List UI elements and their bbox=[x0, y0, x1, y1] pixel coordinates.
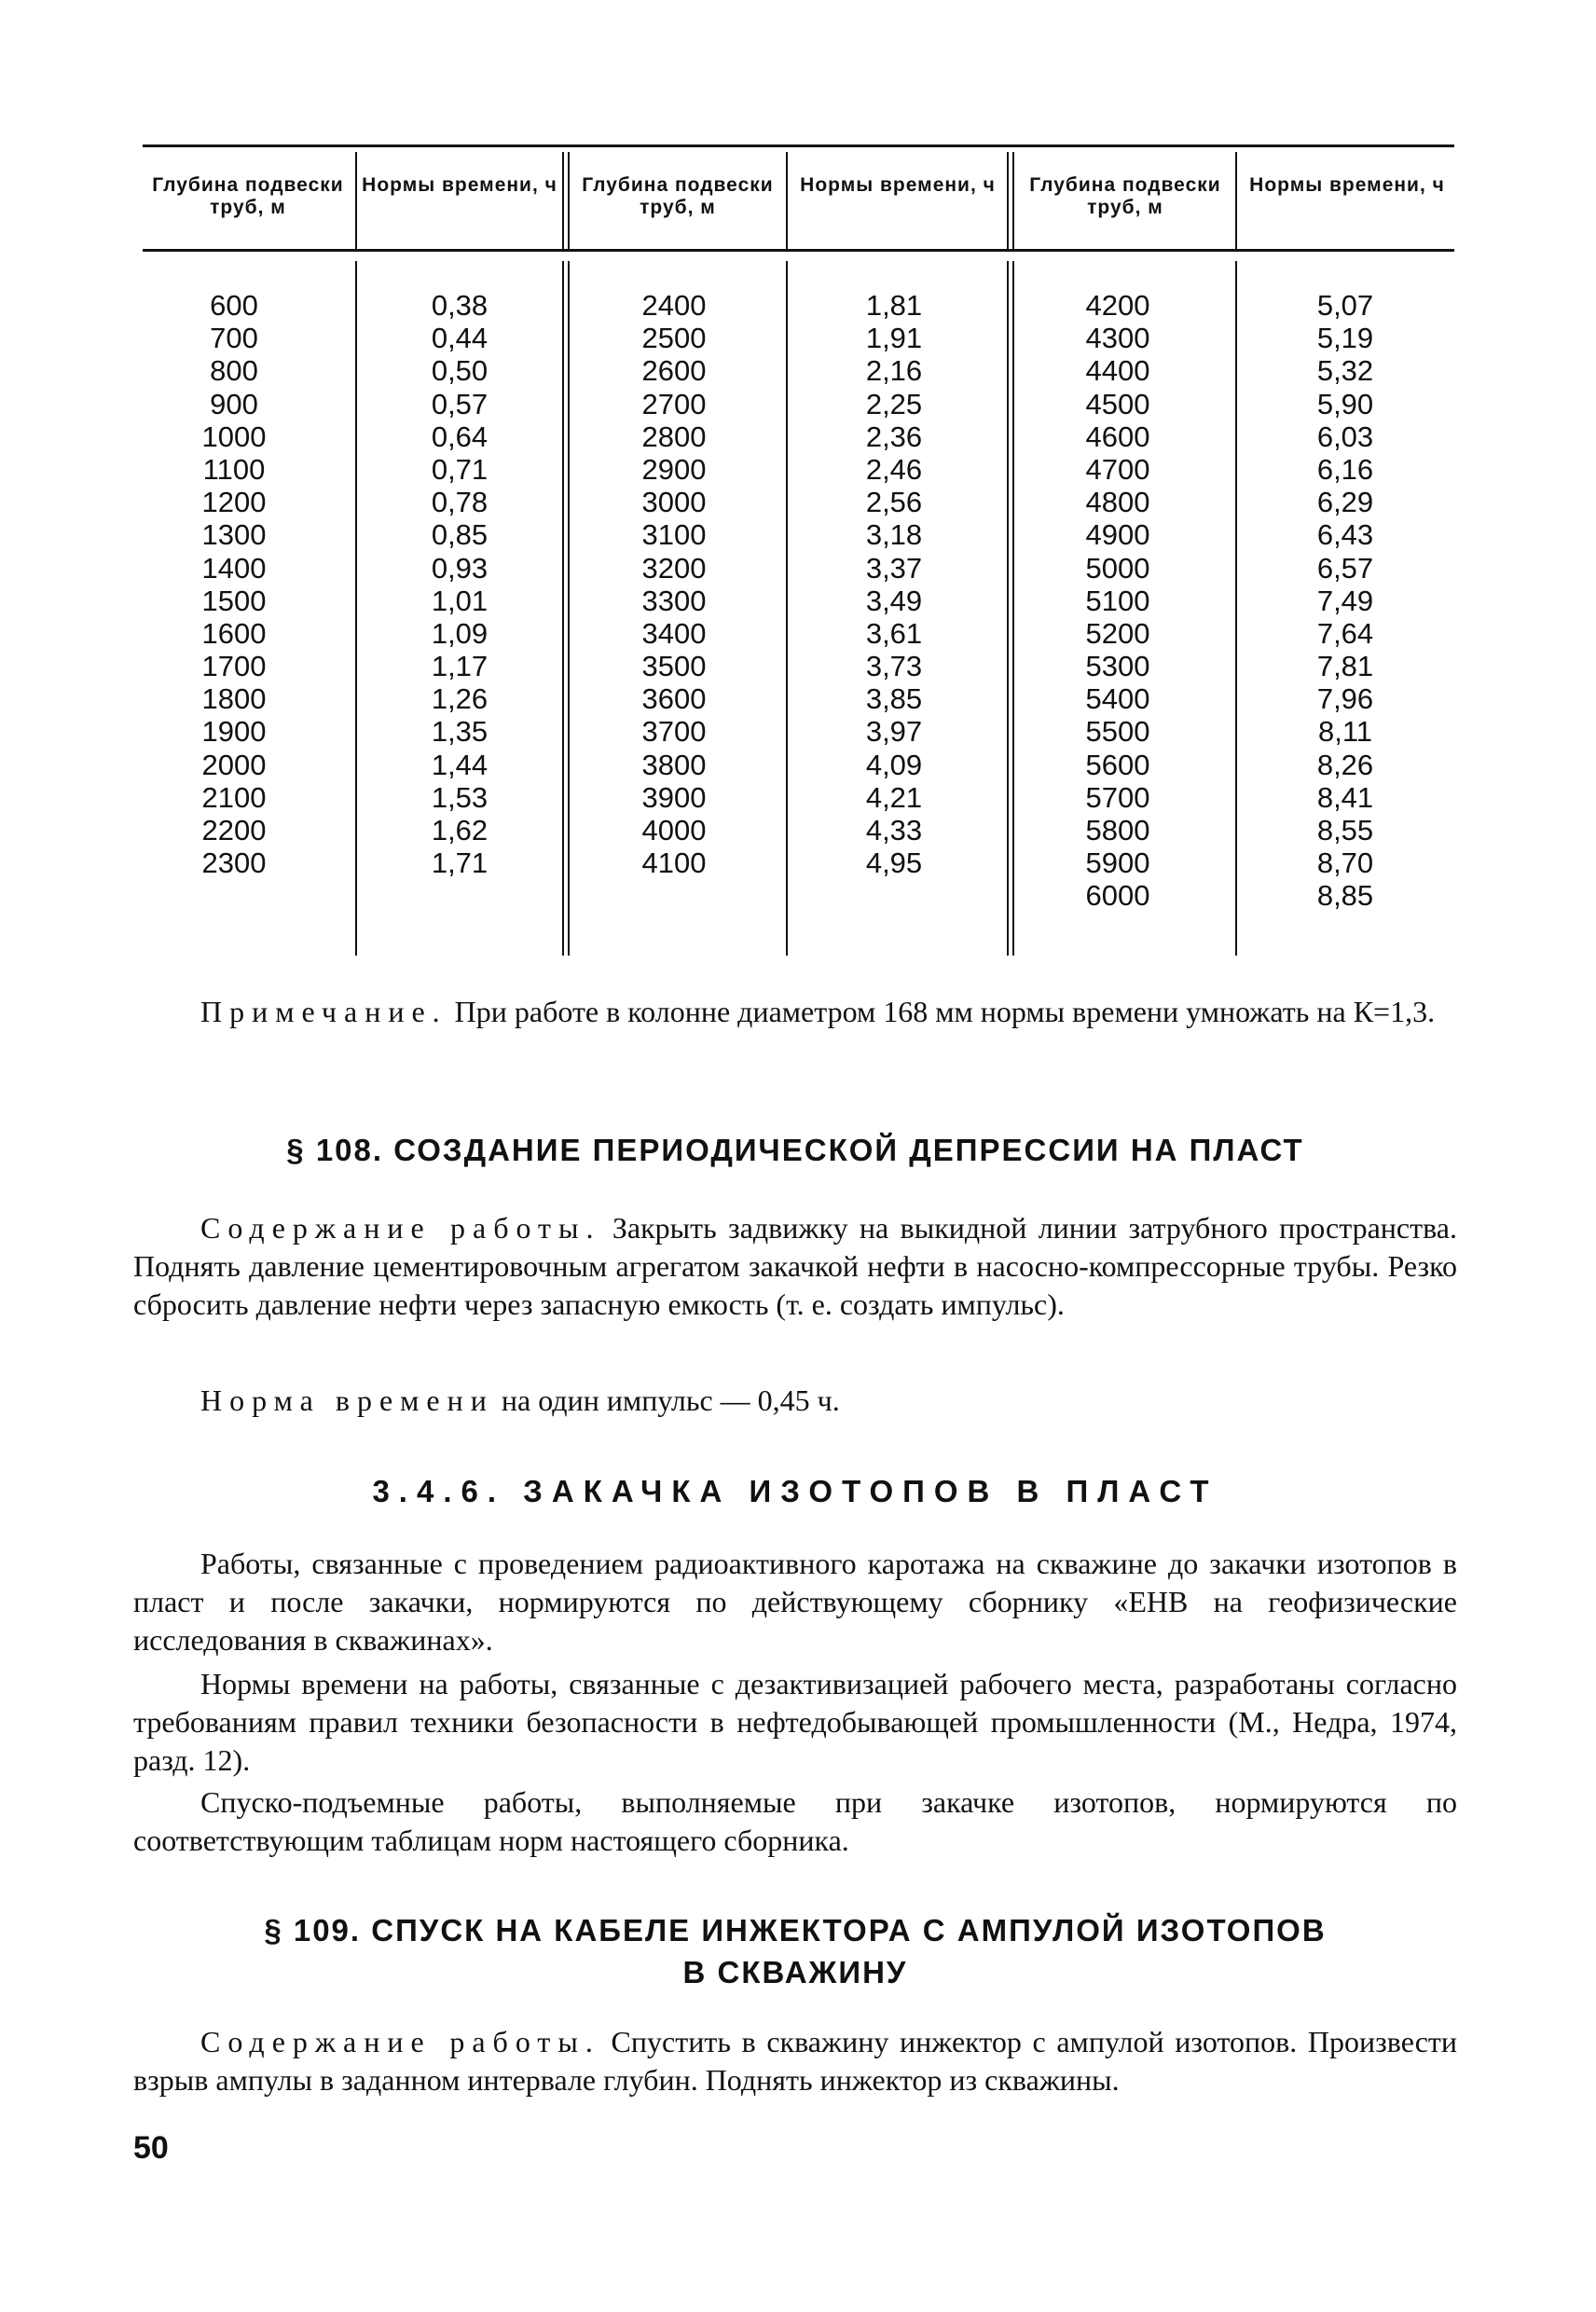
table-cell: 3000 bbox=[641, 486, 707, 519]
table-cell: 1,81 bbox=[865, 289, 923, 322]
body-divider bbox=[786, 261, 788, 956]
table-cell: 4300 bbox=[1085, 322, 1150, 355]
table-cell: 3,97 bbox=[865, 715, 923, 749]
table-cell: 1800 bbox=[201, 682, 267, 716]
table-cell: 0,57 bbox=[431, 387, 488, 420]
table-cell: 7,81 bbox=[1316, 650, 1374, 683]
subchapter-346-heading: 3.4.6. ЗАКАЧКА ИЗОТОПОВ В ПЛАСТ bbox=[372, 1474, 1218, 1508]
section-108-content bbox=[133, 1209, 1457, 1324]
table-cell: 3700 bbox=[641, 715, 707, 749]
content-label: Содержание работы. bbox=[200, 2025, 600, 2058]
table-cell: 3400 bbox=[641, 616, 707, 650]
table-cell: 1100 bbox=[202, 452, 266, 486]
table-cell: 5700 bbox=[1085, 780, 1150, 814]
norm-column-1 bbox=[374, 289, 545, 879]
table-cell: 3200 bbox=[641, 551, 707, 585]
table-cell: 4,33 bbox=[865, 814, 923, 846]
table-cell: 1300 bbox=[201, 518, 267, 552]
section-109-heading-line-1: § 109. СПУСК НА КАБЕЛЕ ИНЖЕКТОРА С АМПУЛОЙ ИЗОТОПОВ bbox=[264, 1913, 1327, 1947]
section-108-heading: § 108. СОЗДАНИЕ ПЕРИОДИЧЕСКОЙ ДЕПРЕССИИ НА ПЛАСТ bbox=[286, 1133, 1304, 1167]
table-cell: 2,36 bbox=[865, 420, 923, 453]
table-cell: 1,35 bbox=[431, 715, 488, 749]
table-cell: 800 bbox=[210, 354, 258, 388]
table-cell: 900 bbox=[210, 387, 258, 420]
table-cell: 5500 bbox=[1085, 715, 1150, 749]
table-cell: 3,85 bbox=[865, 682, 923, 716]
norm-label: Норма времени bbox=[200, 1383, 494, 1417]
table-cell: 0,78 bbox=[431, 486, 488, 519]
header-norm-2: Нормы времени, ч bbox=[800, 174, 996, 196]
section-346-paragraph-3 bbox=[133, 1783, 1457, 1860]
header-norm-3: Нормы времени, ч bbox=[1249, 174, 1445, 196]
table-cell: 2000 bbox=[201, 748, 267, 781]
table-cell: 3900 bbox=[641, 780, 707, 814]
table-cell: 1700 bbox=[201, 650, 267, 683]
table-cell: 8,70 bbox=[1316, 846, 1374, 880]
table-cell: 8,55 bbox=[1316, 814, 1374, 846]
table-cell: 1,62 bbox=[431, 814, 488, 846]
table-cell: 7,49 bbox=[1316, 584, 1374, 617]
table-cell: 0,50 bbox=[431, 354, 488, 388]
table-cell: 3,61 bbox=[865, 616, 923, 650]
table-cell: 2100 bbox=[201, 780, 267, 814]
table-cell: 6,16 bbox=[1316, 452, 1374, 486]
table-cell: 4100 bbox=[641, 846, 707, 880]
table-cell: 1,91 bbox=[865, 322, 923, 355]
table-cell: 0,44 bbox=[431, 322, 488, 355]
table-cell: 5800 bbox=[1085, 814, 1150, 846]
table-cell: 2500 bbox=[641, 322, 707, 355]
table-cell: 5200 bbox=[1085, 616, 1150, 650]
table-cell: 3,37 bbox=[865, 551, 923, 585]
note-label: Примечание. bbox=[200, 995, 447, 1028]
table-cell: 1,17 bbox=[431, 650, 488, 683]
table-cell: 5900 bbox=[1085, 846, 1150, 880]
table-cell: 3500 bbox=[641, 650, 707, 683]
table-cell: 2,25 bbox=[865, 387, 923, 420]
norm-column-2 bbox=[801, 289, 987, 879]
table-cell: 0,85 bbox=[431, 518, 488, 552]
table-cell: 4700 bbox=[1085, 452, 1150, 486]
table-cell: 3,18 bbox=[865, 518, 923, 552]
table-cell: 2200 bbox=[201, 814, 267, 846]
table-cell: 4,09 bbox=[865, 748, 923, 781]
header-divider bbox=[1235, 152, 1237, 249]
table-cell: 2,46 bbox=[865, 452, 923, 486]
table-cell: 1200 bbox=[201, 486, 267, 519]
norm-column-3 bbox=[1252, 289, 1438, 913]
table-cell: 3600 bbox=[641, 682, 707, 716]
table-cell: 1900 bbox=[201, 715, 267, 749]
table-cell: 2300 bbox=[201, 846, 267, 880]
table-cell: 5,32 bbox=[1316, 354, 1374, 388]
table-cell: 1,44 bbox=[431, 748, 488, 781]
body-divider bbox=[568, 261, 570, 956]
table-cell: 2700 bbox=[641, 387, 707, 420]
table-cell: 8,41 bbox=[1316, 780, 1374, 814]
table-cell: 5,90 bbox=[1316, 387, 1374, 420]
table-note bbox=[133, 993, 1457, 1031]
table-cell: 3300 bbox=[641, 584, 707, 617]
table-top-rule bbox=[143, 144, 1454, 147]
section-109-content bbox=[133, 2023, 1457, 2099]
table-cell: 3100 bbox=[641, 518, 707, 552]
header-depth-1: Глубина подвески труб, м bbox=[152, 174, 344, 218]
note-text: При работе в колонне диаметром 168 мм нормы времени умножать на К=1,3. bbox=[447, 995, 1436, 1028]
header-divider bbox=[562, 152, 564, 249]
table-cell: 5000 bbox=[1085, 551, 1150, 585]
table-cell: 4500 bbox=[1085, 387, 1150, 420]
section-109-heading-line-2: В СКВАЖИНУ bbox=[682, 1955, 908, 1989]
table-cell: 5600 bbox=[1085, 748, 1150, 781]
table-cell: 0,71 bbox=[431, 452, 488, 486]
table-cell: 7,64 bbox=[1316, 616, 1374, 650]
table-cell: 700 bbox=[210, 322, 258, 355]
table-cell: 3800 bbox=[641, 748, 707, 781]
table-cell: 1,09 bbox=[431, 616, 488, 650]
section-346-paragraph-1 bbox=[133, 1545, 1457, 1659]
header-divider bbox=[1007, 152, 1009, 249]
table-cell: 6000 bbox=[1085, 879, 1150, 913]
header-divider bbox=[786, 152, 788, 249]
table-cell: 5300 bbox=[1085, 650, 1150, 683]
page-number: 50 bbox=[133, 2130, 169, 2166]
table-cell: 1,26 bbox=[431, 682, 488, 716]
header-divider bbox=[1012, 152, 1014, 249]
header-depth-3: Глубина подвески труб, м bbox=[1029, 174, 1221, 218]
table-cell: 1500 bbox=[201, 584, 267, 617]
table-cell: 2900 bbox=[641, 452, 707, 486]
table-cell: 4000 bbox=[641, 814, 707, 846]
table-cell: 1,53 bbox=[431, 780, 488, 814]
header-norm-1: Нормы времени, ч bbox=[362, 174, 557, 196]
table-cell: 2800 bbox=[641, 420, 707, 453]
depth-column-2 bbox=[581, 289, 767, 879]
table-cell: 8,26 bbox=[1316, 748, 1374, 781]
table-cell: 0,93 bbox=[431, 551, 488, 585]
table-cell: 5400 bbox=[1085, 682, 1150, 716]
table-cell: 0,38 bbox=[431, 289, 488, 322]
table-cell: 1400 bbox=[201, 551, 267, 585]
table-cell: 4600 bbox=[1085, 420, 1150, 453]
table-cell: 5,19 bbox=[1316, 322, 1374, 355]
content-text: Спустить в скважину инжектор с ампулой изотопов. Произвести взрыв ампулы в заданном интервале глубин. Поднять инжектор из скважины. bbox=[133, 2025, 1458, 2097]
table-cell: 4800 bbox=[1085, 486, 1150, 519]
table-cell: 7,96 bbox=[1316, 682, 1374, 716]
table-cell: 8,11 bbox=[1317, 715, 1373, 749]
body-divider bbox=[1007, 261, 1009, 956]
body-divider bbox=[562, 261, 564, 956]
content-text: Закрыть задвижку на выкидной линии затрубного пространства. Поднять давление цементировочным агрегатом закачкой нефти в насосно-компрессорные трубы. Резко сбросить давление нефти через запасную емкость (т. е. создать импульс). bbox=[133, 1211, 1458, 1321]
table-cell: 5100 bbox=[1085, 584, 1150, 617]
table-cell: 2600 bbox=[641, 354, 707, 388]
header-divider bbox=[568, 152, 570, 249]
table-cell: 6,29 bbox=[1316, 486, 1374, 519]
table-cell: 6,43 bbox=[1316, 518, 1374, 552]
table-cell: 1,01 bbox=[431, 584, 488, 617]
table-header-rule bbox=[143, 249, 1454, 252]
table-cell: 3,73 bbox=[865, 650, 923, 683]
table-cell: 4,21 bbox=[865, 780, 923, 814]
table-cell: 1,71 bbox=[431, 846, 488, 880]
section-346-paragraph-2 bbox=[133, 1665, 1457, 1780]
table-cell: 4,95 bbox=[865, 846, 923, 880]
table-cell: 4200 bbox=[1085, 289, 1150, 322]
table-cell: 6,03 bbox=[1316, 420, 1374, 453]
table-cell: 1000 bbox=[201, 420, 267, 453]
table-cell: 2,56 bbox=[865, 486, 923, 519]
table-cell: 1600 bbox=[201, 616, 267, 650]
table-cell: 4900 bbox=[1085, 518, 1150, 552]
depth-norms-table bbox=[143, 144, 1454, 956]
paragraph-text: Спуско-подъемные работы, выполняемые при закачке изотопов, нормируются по соответствующим таблицам норм настоящего сборника. bbox=[133, 1785, 1457, 1857]
table-cell: 2,16 bbox=[865, 354, 923, 388]
header-depth-2: Глубина подвески труб, м bbox=[582, 174, 774, 218]
header-divider bbox=[355, 152, 357, 249]
section-108-norm bbox=[133, 1382, 1457, 1420]
body-divider bbox=[1012, 261, 1014, 956]
paragraph-text: Нормы времени на работы, связанные с дезактивизацией рабочего места, разработаны согласно требованиям правил техники безопасности в нефтедобывающей промышленности (М., Недра, 1974, разд. 12). bbox=[133, 1667, 1457, 1777]
table-cell: 6,57 bbox=[1316, 551, 1374, 585]
norm-text: на один импульс — 0,45 ч. bbox=[493, 1383, 840, 1417]
table-cell: 5,07 bbox=[1316, 289, 1374, 322]
table-cell: 8,85 bbox=[1316, 879, 1374, 913]
table-cell: 3,49 bbox=[865, 584, 923, 617]
table-cell: 4400 bbox=[1085, 354, 1150, 388]
paragraph-text: Работы, связанные с проведением радиоактивного каротажа на скважине до закачки изотопов в пласт и после закачки, нормируются по действующему сборнику «ЕНВ на геофизические исследования в скважинах». bbox=[133, 1547, 1457, 1657]
body-divider bbox=[355, 261, 357, 956]
table-cell: 0,64 bbox=[431, 420, 488, 453]
body-divider bbox=[1235, 261, 1237, 956]
content-label: Содержание работы. bbox=[200, 1211, 601, 1245]
depth-column-1 bbox=[161, 289, 307, 879]
table-cell: 600 bbox=[210, 289, 258, 322]
table-cell: 2400 bbox=[641, 289, 707, 322]
depth-column-3 bbox=[1025, 289, 1211, 913]
